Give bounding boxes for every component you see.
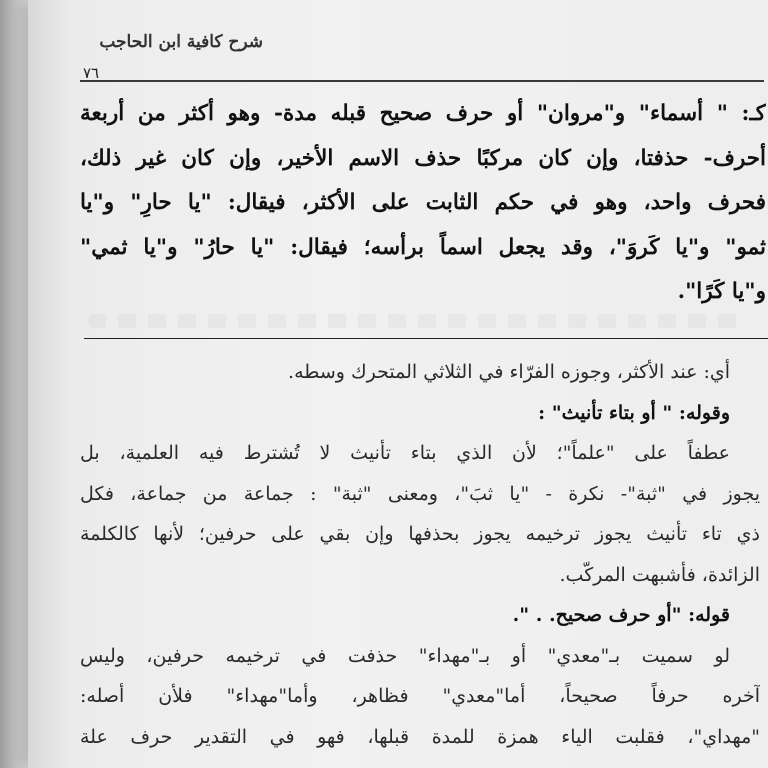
commentary-block [80, 352, 760, 757]
page-number: ٧٦ [83, 64, 100, 82]
running-head: شرح كافية ابن الحاجب [99, 32, 263, 52]
commentary-line: يجوز في "ثبة"- نكرة - "يا ثبَ"، ومعنى "ثبة" : جماعة من جماعة، فكل [80, 482, 760, 505]
commentary-line: آخره حرفاً صحيحاً، أما"معدي" فظاهر، وأما"مهداء" فلأن أصله: [80, 685, 760, 707]
book-page [28, 0, 768, 768]
footnote-separator [84, 338, 768, 339]
commentary-heading: وقوله: " أو بتاء تأنيث" : [538, 401, 730, 424]
main-text-line: و"يا كَرًا". [677, 279, 766, 304]
commentary-heading: قوله: "أو حرف صحيح. . ". [512, 604, 730, 626]
main-text-line: فحرف واحد، وهو في حكم الثابت على الأكثر، فيقال: "يا حارِ" و"يا [80, 190, 766, 215]
main-text-line: ثمو" و"يا كَروَ"، وقد يجعل اسماً برأسه؛ فيقال: "يا حارُ" و"يا ثمي" [80, 234, 766, 260]
commentary-line: لو سميت بـ"معدي" أو بـ"مهداء" حذفت في ترخيمه حرفين، وليس [80, 644, 730, 667]
commentary-line: ذي تاء تأنيث يجوز ترخيمه يجوز بحذفها وإن بقي على حرفين؛ لأنها كالكلمة [80, 523, 760, 545]
commentary-line: أي: عند الأكثر، وجوزه الفرّاء في الثلاثي المتحرك وسطه. [288, 361, 730, 383]
commentary-line: عطفاً على "علماً"؛ لأن الذي بتاء تأنيث لا تُشترط فيه العلمية، بل [80, 442, 730, 464]
main-text-block [80, 92, 766, 315]
show-through-text [88, 314, 748, 328]
main-text-line: أحرف- حذفتا، وإن كان مركبًا حذف الاسم الأخير، وإن كان غير ذلك، [80, 145, 766, 171]
commentary-line: "مهداي"، فقلبت الياء همزة للمدة قبلها، فهو في التقدير حرف علة [80, 725, 760, 748]
main-text-line: كـ: " أسماء" و"مروان" أو حرف صحيح قبله مدة- وهو أكثر من أربعة [80, 101, 766, 126]
header-rule [80, 80, 764, 82]
commentary-line: الزائدة، فأشبهت المركّب. [559, 563, 760, 586]
